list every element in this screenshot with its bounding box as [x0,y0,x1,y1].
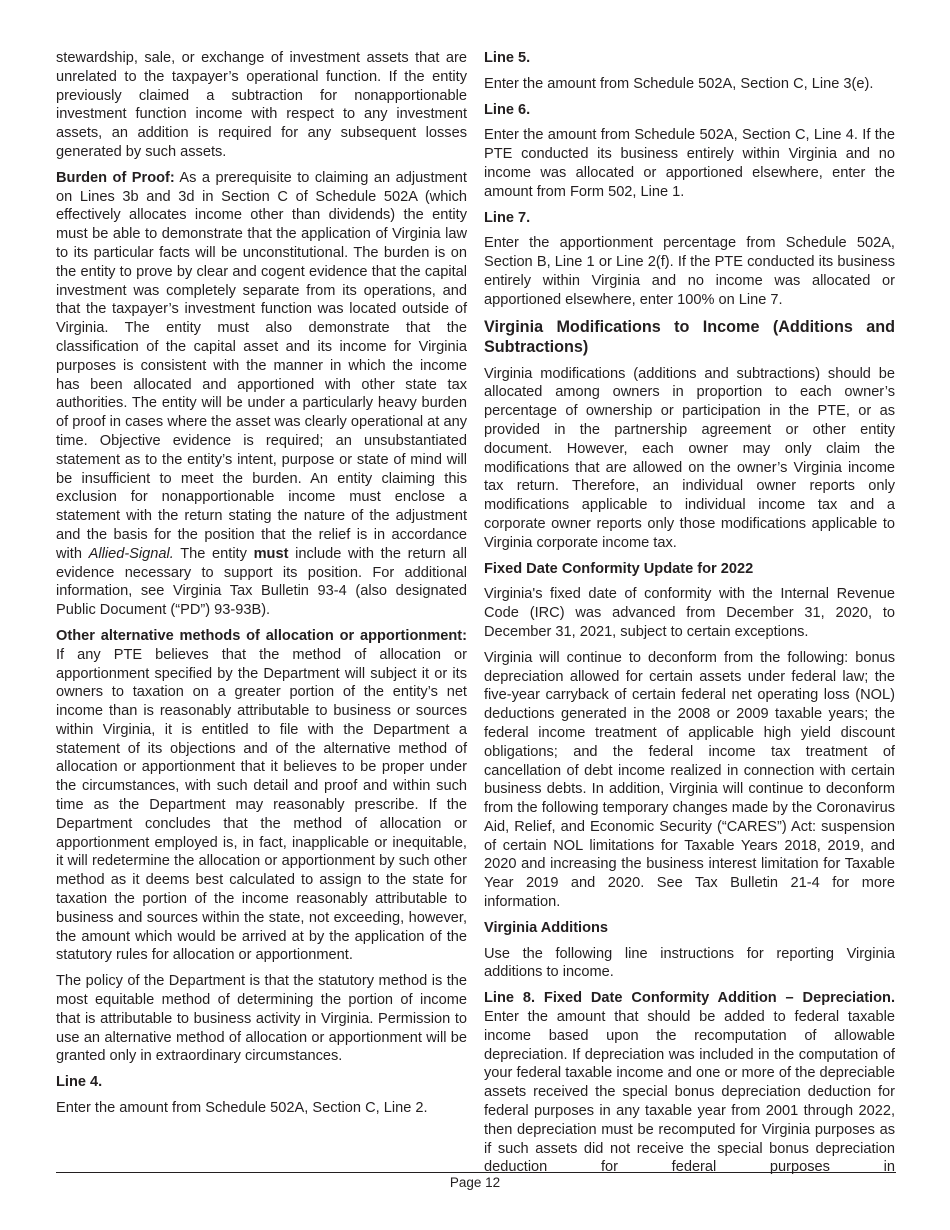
alternative-methods-paragraph [56,627,467,965]
line8-paragraph [484,989,895,1177]
fixed-date-conformity-paragraph-1: Virginia's fixed date of conformity with the Internal Revenue Code (IRC) was advanced from December 31, 2020, to December 31, 2021, subject to certain exceptions. [484,586,895,640]
left-column [56,49,467,1125]
line6-heading: Line 6. [484,101,531,118]
line4-heading: Line 4. [56,1074,103,1091]
right-column [484,49,895,1184]
virginia-additions-text: Use the following line instructions for reporting Virginia additions to income. [484,945,895,981]
line6-text: Enter the amount from Schedule 502A, Section C, Line 4. If the PTE conducted its business entirely within Virginia and no income was allocated or apportioned elsewhere, enter the amount from Form 502, Line 1. [484,127,895,200]
line5-text: Enter the amount from Schedule 502A, Section C, Line 3(e). [484,75,874,92]
line8-heading: Line 8. Fixed Date Conformity Addition – Depreciation. [484,990,895,1007]
line8-text: Enter the amount that should be added to federal taxable income based upon the recomputation of allowable depreciation. If depreciation was included in the computation of your federal taxable income and one or more of the depreciable assets received the special bonus depreciation deduction for federal purposes in any taxable year from 2001 through 2022, then depreciation must be recomputed for Virginia purposes as if such assets did not receive the special bonus depreciation deduction for federal purposes in [484,1009,895,1176]
burden-of-proof-paragraph [56,169,467,620]
burden-text: include with the return all evidence necessary to support its position. For additional information, see Virginia Tax Bulletin 93-4 (also designated Public Document (“PD”) 93-93B). [56,545,467,619]
must-emphasis: must [253,545,289,562]
modifications-heading: Virginia Modifications to Income (Additions and Subtractions) [484,317,895,357]
line4-text: Enter the amount from Schedule 502A, Section C, Line 2. [56,1100,428,1117]
burden-of-proof-label: Burden of Proof: [56,169,175,186]
virginia-additions-heading: Virginia Additions [484,919,609,936]
footer-rule [56,1172,896,1173]
burden-text: The entity [173,545,254,562]
alternative-methods-text: If any PTE believes that the method of allocation or apportionment specified by the Department will subject it or its owners to taxation on a greater portion of the entity’s net income than is reasonably attributable to business or sources within Virginia, it is entitled to file with the Department a statement of its objections and of the alternative method of allocation or apportionment that it believes to be proper under the circumstances, with such detail and proof and within such time as the Department may reasonably prescribe. If the Department concludes that the method of allocation or apportionment employed is, in fact, inapplicable or inequitable, it will redetermine the allocation or apportionment by such other method as it deems best calculated to assign to the state for taxation the portion of the income reasonably attributable to business and sources within the state, not exceeding, however, the amount which would be arrived at by the application of the statutory rules for allocation or apportionment. [56,646,467,964]
alternative-methods-label: Other alternative methods of allocation or apportionment: [56,627,467,644]
page-number: Page 12 [449,1175,501,1190]
investment-assets-paragraph: stewardship, sale, or exchange of investment assets that are unrelated to the taxpayer’s operational function. If the entity previously claimed a subtraction for nonapportionable investment function income with respect to any investment assets, an addition is required for any subsequent losses generated by such assets. [56,50,467,160]
line7-heading: Line 7. [484,209,531,226]
fixed-date-conformity-heading: Fixed Date Conformity Update for 2022 [484,560,754,577]
department-policy-paragraph: The policy of the Department is that the statutory method is the most equitable method of determining the portion of income that is attributable to business activity in Virginia. Permission to use an alternative method of allocation or apportionment will be granted only in extraordinary circumstances. [56,973,467,1065]
fixed-date-conformity-paragraph-2: Virginia will continue to deconform from the following: bonus depreciation allowed for certain assets under federal law; the five-year carryback of certain federal net operating loss (NOL) deductions generated in the 2008 or 2009 taxable years; the federal income treatment of applicable high yield discount obligations; and the federal income tax treatment of cancellation of debt income realized in connection with certain business debts. In addition, Virginia will continue to deconform from the following temporary changes made by the Coronavirus Aid, Relief, and Economic Security (“CARES”) Act: suspension of certain NOL limitations for Taxable Years 2018, 2019, and 2020 and increasing the business interest limitation for Taxable Year 2019 and 2020. See Tax Bulletin 21-4 for more information. [484,649,895,911]
allied-signal-citation: Allied-Signal. [88,545,174,562]
burden-text: As a prerequisite to claiming an adjustment on Lines 3b and 3d in Section C of Schedule 502A (which effectively allocates income other than dividends) the entity must be able to demonstrate that the application of Virginia law to its particular facts will be unconstitutional. The burden is on the entity to prove by clear and cogent evidence that the capital investment was completely separate from its operations, and that the taxpayer’s investment function was located outside of Virginia. The entity must also demonstrate that the classification of the capital asset and its income for Virginia purposes is consistent with the manner in which the income has been allocated and apportioned with other state tax authorities. The entity will be under a particularly heavy burden of proof in cases where the asset was clearly operational at any time. Objective evidence is required; an unsubstantiated statement as to the entity’s intent, purpose or state of mind will be insufficient to meet the burden. An entity claiming this exclusion for nonapportionable income must enclose a statement with the return stating the nature of the adjustment and the basis for the position that the relief is in accordance with [56,169,467,562]
line7-text: Enter the apportionment percentage from Schedule 502A, Section B, Line 1 or Line 2(f). If the PTE conducted its business entirely within Virginia and no income was allocated or apportioned elsewhere, enter 100% on Line 7. [484,235,895,308]
modifications-text: Virginia modifications (additions and subtractions) should be allocated among owners in proportion to each owner’s percentage of ownership or participation in the PTE, or as provided in the partnership agreement or other entity document. However, each owner may only claim the modifications that are allowed on the owner’s Virginia income tax return. Therefore, an individual owner reports only modifications applicable to individual income tax and a corporate owner reports only those modifications applicable to Virginia corporate income tax. [484,365,895,551]
line5-heading: Line 5. [484,50,531,66]
